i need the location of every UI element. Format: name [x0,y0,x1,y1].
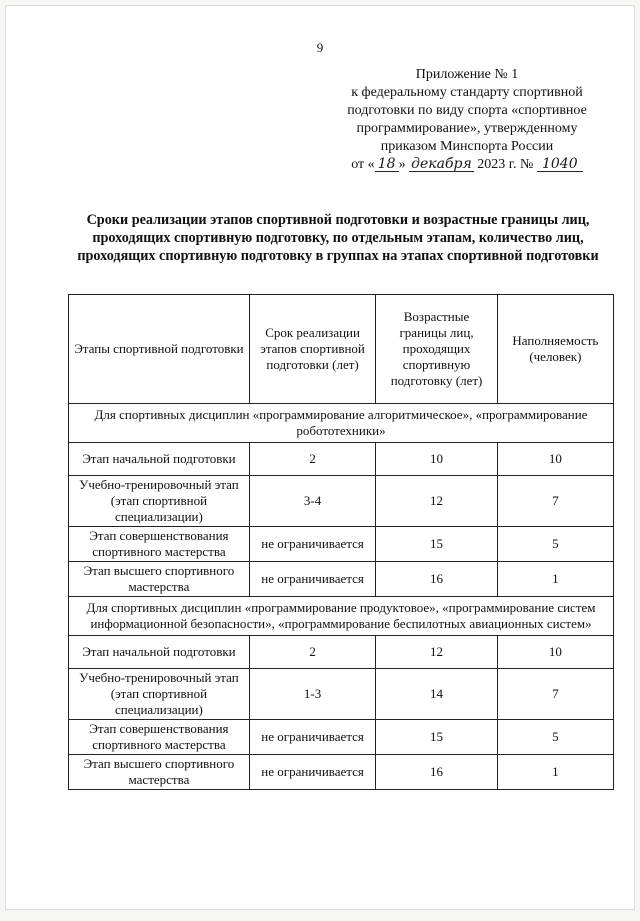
order-prefix: от « [351,157,375,172]
header-stage: Этапы спортивной подготовки [69,295,250,404]
cell-age: 15 [376,527,497,562]
cell-stage: Этап совершенствования спортивного мастерства [69,720,250,755]
cell-age: 14 [376,669,497,720]
cell-count: 5 [497,720,613,755]
cell-stage: Этап совершенствования спортивного мастерства [69,527,250,562]
table-row [69,755,614,790]
header-count: Наполняемость (человек) [497,295,613,404]
table-row [69,636,614,669]
table-row [69,443,614,476]
section-row [69,404,614,443]
cell-term: не ограничивается [249,755,375,790]
cell-term: не ограничивается [249,562,375,597]
cell-age: 16 [376,755,497,790]
order-number: 1040 [537,157,583,172]
cell-term: 1-3 [249,669,375,720]
order-quote-close: » [398,157,406,172]
page-number: 9 [316,40,324,55]
cell-term: 3-4 [249,476,375,527]
table-row [69,527,614,562]
table-row [69,720,614,755]
order-month: декабря [411,156,472,172]
cell-count: 10 [497,443,613,476]
cell-stage: Этап высшего спортивного мастерства [69,755,250,790]
stages-table [68,294,614,790]
appendix-line: приказом Минспорта России [380,139,554,154]
document-title: Сроки реализации этапов спортивной подготовки и возрастные границы лиц, проходящих спортивную подготовку, по отдельным этапам, количество лиц, проходящих спортивную подготовку в группах на этапах спортивной подготовки [77,212,599,264]
appendix-title: Приложение № 1 [415,67,519,82]
cell-stage: Учебно-тренировочный этап (этап спортивной специализации) [69,476,250,527]
header-term: Срок реализации этапов спортивной подготовки (лет) [249,295,375,404]
order-day: 18 [375,157,399,172]
cell-term: 2 [249,443,375,476]
cell-age: 15 [376,720,497,755]
table-header-row [69,295,614,404]
appendix-line: подготовки по виду спорта «спортивное [347,103,587,118]
header-age: Возрастные границы лиц, проходящих спортивную подготовку (лет) [376,295,497,404]
cell-age: 12 [376,636,497,669]
section-title: Для спортивных дисциплин «программирование продуктовое», «программирование систем информационной безопасности», «программирование беспилотных авиационных систем» [69,597,614,636]
cell-count: 1 [497,562,613,597]
appendix-line: программирование», утвержденному [356,121,578,136]
appendix-block [336,66,598,174]
cell-stage: Этап высшего спортивного мастерства [69,562,250,597]
cell-term: не ограничивается [249,720,375,755]
section-row [69,597,614,636]
order-year: 2023 г. № [477,157,534,172]
order-date-line [336,156,598,174]
cell-count: 7 [497,669,613,720]
cell-stage: Учебно-тренировочный этап (этап спортивной специализации) [69,669,250,720]
document-page [6,6,634,909]
cell-count: 10 [497,636,613,669]
cell-term: 2 [249,636,375,669]
table-row [69,476,614,527]
appendix-line: к федеральному стандарту спортивной [351,85,583,100]
table-row [69,669,614,720]
table-row [69,562,614,597]
cell-count: 7 [497,476,613,527]
cell-count: 5 [497,527,613,562]
cell-age: 10 [376,443,497,476]
cell-term: не ограничивается [249,527,375,562]
cell-age: 12 [376,476,497,527]
cell-age: 16 [376,562,497,597]
section-title: Для спортивных дисциплин «программирование алгоритмическое», «программирование робототехники» [69,404,614,443]
cell-count: 1 [497,755,613,790]
cell-stage: Этап начальной подготовки [69,636,250,669]
cell-stage: Этап начальной подготовки [69,443,250,476]
